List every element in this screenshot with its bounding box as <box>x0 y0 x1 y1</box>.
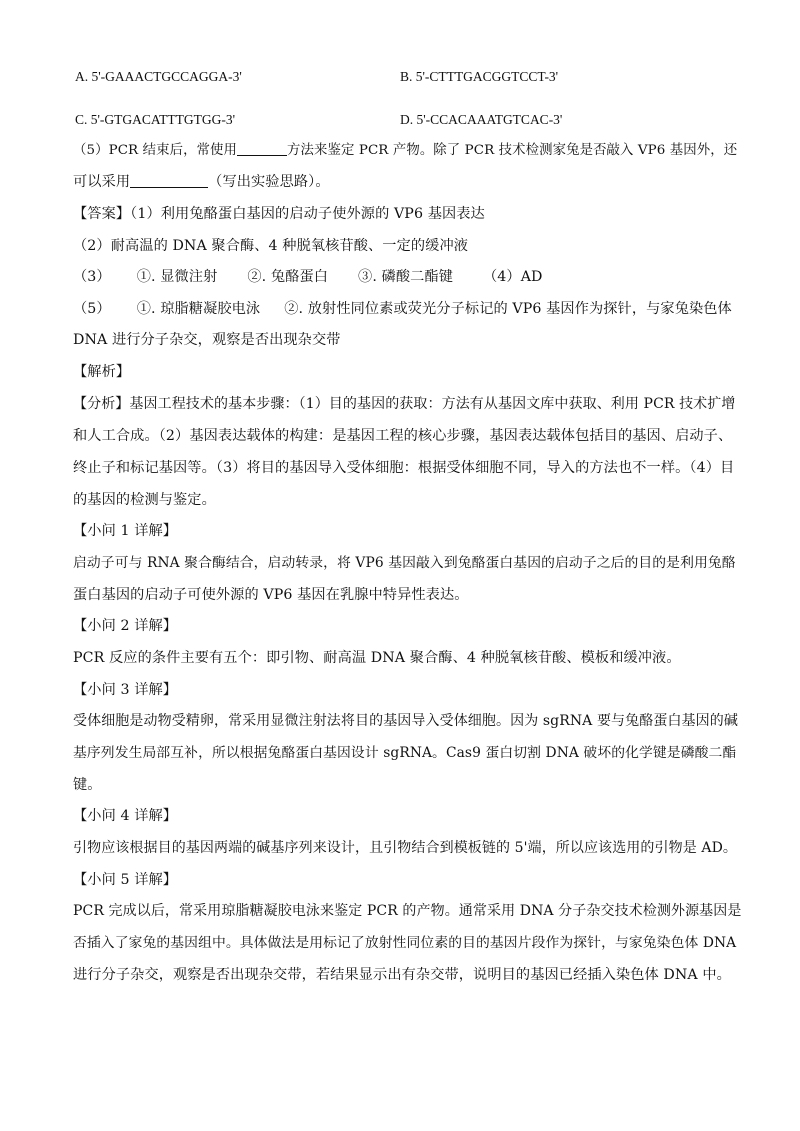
answer-line-5: DNA 进行分子杂交，观察是否出现杂交带 <box>73 332 341 348</box>
answer-line-3 <box>73 267 740 287</box>
answer-line-1: 【答案】（1）利用兔酪蛋白基因的启动子使外源的 VP6 基因表达 <box>73 206 485 222</box>
sub-question-4-line-1: 引物应该根据目的基因两端的碱基序列来设计，且引物结合到模板链的 5'端，所以应该选用的引物是 AD。 <box>73 840 737 856</box>
analysis-heading: 【解析】 <box>73 364 131 380</box>
answer-line-4 <box>73 299 740 319</box>
answer-4: （4）AD <box>483 269 543 285</box>
answer-3-part-3: ③. 磷酸二酯键 <box>358 269 453 285</box>
answer-5-part-2: ②. 放射性同位素或荧光分子标记的 VP6 基因作为探针，与家兔染色体 <box>284 301 732 317</box>
sub-question-2-heading: 【小问 2 详解】 <box>73 618 178 634</box>
answer-3-part-2: ②. 兔酪蛋白 <box>247 269 329 285</box>
analysis-paragraph-line-4: 的基因的检测与鉴定。 <box>73 492 216 508</box>
question-5-text-b: 方法来鉴定 PCR 产物。除了 PCR 技术检测家兔是否敲入 VP6 基因外，还 <box>287 143 738 158</box>
sub-question-1-line-1: 启动子可与 RNA 聚合酶结合，启动转录，将 VP6 基因敲入到兔酪蛋白基因的启动子之后的目的是利用兔酪 <box>73 555 736 571</box>
answer-5-number: （5） <box>73 301 111 317</box>
question-5-text-d: （写出实验思路）。 <box>208 174 330 190</box>
answer-line-2: （2）耐高温的 DNA 聚合酶、4 种脱氧核苷酸、一定的缓冲液 <box>73 238 469 254</box>
sub-question-1-line-2: 蛋白基因的启动子可使外源的 VP6 基因在乳腺中特异性表达。 <box>73 587 469 603</box>
analysis-paragraph-line-3: 终止子和标记基因等。（3）将目的基因导入受体细胞：根据受体细胞不同，导入的方法也不一样。（4）目 <box>73 460 735 476</box>
sub-question-3-line-3: 键。 <box>73 777 102 793</box>
sub-question-1-heading: 【小问 1 详解】 <box>73 523 178 539</box>
question-5-line-1 <box>73 141 740 161</box>
answer-3-part-1: ①. 显微注射 <box>136 269 218 285</box>
option-a: A. 5'-GAAACTGCCAGGA-3' <box>75 69 242 84</box>
question-5-text-c: 可以采用 <box>73 174 131 190</box>
sub-question-5-heading: 【小问 5 详解】 <box>73 872 178 888</box>
analysis-paragraph-line-1: 【分析】基因工程技术的基本步骤：（1）目的基因的获取：方法有从基因文库中获取、利用 PCR 技术扩增 <box>73 396 736 412</box>
option-b: B. 5'-CTTTGACGGTCCT-3' <box>400 69 559 84</box>
options-row-1 <box>75 63 725 91</box>
sub-question-4-heading: 【小问 4 详解】 <box>73 808 178 824</box>
sub-question-5-line-3: 进行分子杂交，观察是否出现杂交带，若结果显示出有杂交带，说明目的基因已经插入染色体 DNA 中。 <box>73 967 731 983</box>
question-5-text-a: （5）PCR 结束后，常使用 <box>73 143 238 158</box>
answer-blank-2 <box>130 173 208 188</box>
sub-question-3-line-2: 基序列发生局部互补，所以根据兔酪蛋白基因设计 sgRNA。Cas9 蛋白切割 DNA 破坏的化学键是磷酸二酯 <box>73 745 737 761</box>
sub-question-2-line-1: PCR 反应的条件主要有五个：即引物、耐高温 DNA 聚合酶、4 种脱氧核苷酸、模板和缓冲液。 <box>73 650 681 666</box>
sub-question-5-line-2: 否插入了家兔的基因组中。具体做法是用标记了放射性同位素的目的基因片段作为探针，与家兔染色体 DNA <box>73 935 737 951</box>
answer-5-part-1: ①. 琼脂糖凝胶电泳 <box>136 301 261 317</box>
option-d: D. 5'-CCACAAATGTCAC-3' <box>400 112 563 127</box>
question-5-line-2 <box>73 172 740 192</box>
sub-question-3-heading: 【小问 3 详解】 <box>73 682 178 698</box>
analysis-paragraph-line-2: 和人工合成。（2）基因表达载体的构建：是基因工程的核心步骤，基因表达载体包括目的基因、启动子、 <box>73 428 733 444</box>
answer-blank-1 <box>237 141 287 156</box>
options-row-2 <box>75 106 725 134</box>
answer-3-number: （3） <box>73 269 111 285</box>
sub-question-3-line-1: 受体细胞是动物受精卵，常采用显微注射法将目的基因导入受体细胞。因为 sgRNA 要与兔酪蛋白基因的碱 <box>73 713 738 729</box>
option-c: C. 5'-GTGACATTTGTGG-3' <box>75 112 236 127</box>
sub-question-5-line-1: PCR 完成以后，常采用琼脂糖凝胶电泳来鉴定 PCR 的产物。通常采用 DNA 分子杂交技术检测外源基因是 <box>73 903 742 919</box>
